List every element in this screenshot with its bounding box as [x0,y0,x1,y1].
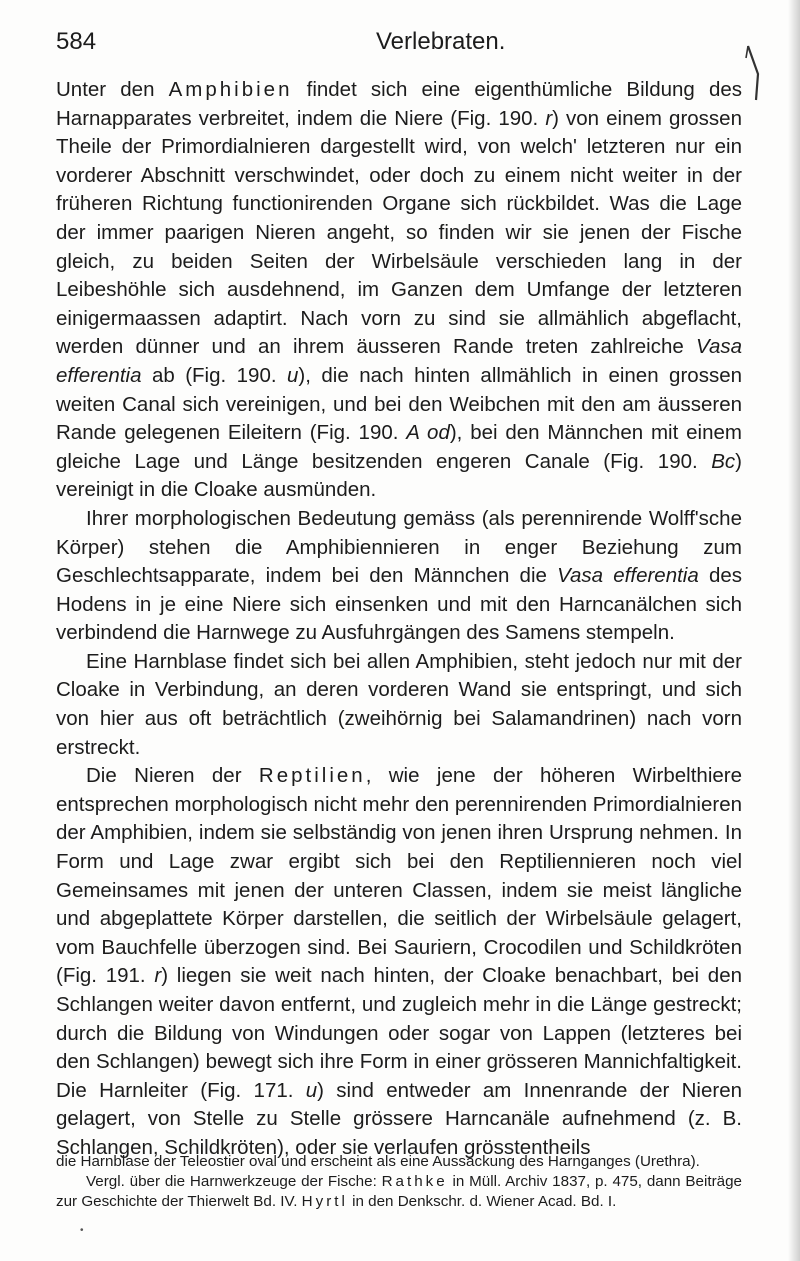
margin-arrow-mark-icon [744,44,766,102]
italic-term: r [154,964,162,988]
italic-term: Vasa efferentia [56,335,742,387]
text-run: Vergl. über die Harnwerkzeuge der Fische: [86,1173,382,1190]
paragraph-morphology [56,505,742,648]
paragraph-amphibien [56,76,742,505]
text-run: in den Denkschr. d. Wiener Acad. Bd. I. [347,1193,617,1210]
text-run: ) von einem grossen Theile der Primordialnieren dargestellt wird, von welch' letzteren nur ein vorderer Abschnitt verschwindet, oder doch zu einem nicht weiter in der früheren Richtung functionirenden Organe sich rückbildet. Was die Lage der immer paarigen Nieren angeht, so finden wir sie jenen der Fische gleich, zu beiden Seiten der Wirbelsäule verschieden lang in der Leibeshöhle sich ausdehnend, im Ganzen dem Umfange der letzteren einigermaassen adaptirt. Nach vorn zu sind sie allmählich abgeflacht, werden dünner und an ihrem äusseren Rande treten zahlreiche [56,106,742,359]
main-body-text [56,76,742,1163]
italic-term: Bc [711,449,736,473]
spaced-emphasis: Reptilien [258,764,366,788]
spaced-emphasis: Amphibien [168,78,293,101]
page-number: 584 [56,28,97,55]
spaced-emphasis: Hyrtl [301,1193,348,1210]
footnote-references [56,1172,742,1212]
paragraph-reptilien [56,762,742,1162]
text-run: , wie jene der höheren Wirbelthiere entsprechen morphologisch nicht mehr den perennirenden Primordialnieren der Amphibien, indem sie selbständig von jenen ihren Ursprung nehmen. In Form und Lage zwar ergibt sich bei den Reptiliennieren noch viel Gemeinsames mit jenen der unteren Classen, indem sie meist längliche und abgeplattete Körper darstellen, die seitlich der Wirbelsäule gelagert, vom Bauchfelle überzogen sind. Bei Sauriern, Crocodilen und Schildkröten (Fig. 191. [56,764,743,988]
footnotes [56,1152,742,1212]
spaced-emphasis: Rathke [381,1173,448,1190]
text-run: Eine Harnblase findet sich bei allen Amphibien, steht jedoch nur mit der Cloake in Verbindung, an deren vorderen Wand sie entspringt, und sich von hier aus oft beträchtlich (zweihörnig bei Salamandrinen) nach vorn erstreckt. [56,649,742,759]
text-run: die Harnblase der Teleostier oval und erscheint als eine Aussackung des Harnganges (Urethra). [56,1153,700,1170]
text-run: Unter den [56,78,169,101]
italic-term: u [287,363,299,387]
text-run: Ihrer morphologischen Bedeutung gemäss (als perennirende Wolff'sche Körper) stehen die Amphibiennieren in enger Beziehung zum Geschlechtsapparate, indem bei den Männchen die [56,506,742,588]
text-run: Die Nieren der [86,764,259,788]
italic-term: u [305,1078,318,1102]
footnote-continuation [56,1152,742,1172]
stray-mark: • [80,1225,84,1236]
paragraph-harnblase [56,648,742,762]
text-run: in Müll. Archiv 1837, p. 475, dann Beiträge zur Geschichte der Thierwelt Bd. IV. [56,1173,742,1210]
text-run: ) liegen sie weit nach hinten, der Cloake benachbart, bei den Schlangen weiter davon entfernt, und zugleich mehr in die Länge gestreckt; durch die Bildung von Windungen oder sogar von Lappen (letzteres bei den Schlangen) bewegt sich ihre Form in einer grösseren Mannichfaltigkeit. Die Harnleiter (Fig. 171. [56,964,743,1102]
text-run: des Hodens in je eine Niere sich einsenken und mit den Harncanälchen sich verbindend die Harnwege zu Ausfuhrgängen des Samens stempeln. [56,564,742,645]
text-run: ), bei den Männchen mit einem gleiche Lage und Länge besitzenden engeren Canale (Fig. 190. [56,421,742,473]
text-run: ab (Fig. 190. [141,363,288,387]
italic-term: Vasa efferentia [557,564,699,588]
running-head [56,24,716,64]
text-run: ) vereinigt in die Cloake ausmünden. [56,449,742,502]
text-run: ), die nach hinten allmählich in einen grossen weiten Canal sich vereinigen, und bei den Weibchen mit den am äusseren Rande gelegenen Eileitern (Fig. 190. [56,363,742,445]
text-run: findet sich eine eigenthümliche Bildung des Harnapparates verbreitet, indem die Niere (Fig. 190. [56,78,742,130]
text-run: ) sind entweder am Innenrande der Nieren gelagert, von Stelle zu Stelle grössere Harncanäle aufnehmend (z. B. Schlangen, Schildkröten), oder sie verlaufen grösstentheils [56,1078,743,1159]
page-edge-shadow [788,0,800,1261]
running-title: Verlebraten. [376,28,506,55]
italic-term: A od [406,421,450,445]
italic-term: r [545,106,553,130]
